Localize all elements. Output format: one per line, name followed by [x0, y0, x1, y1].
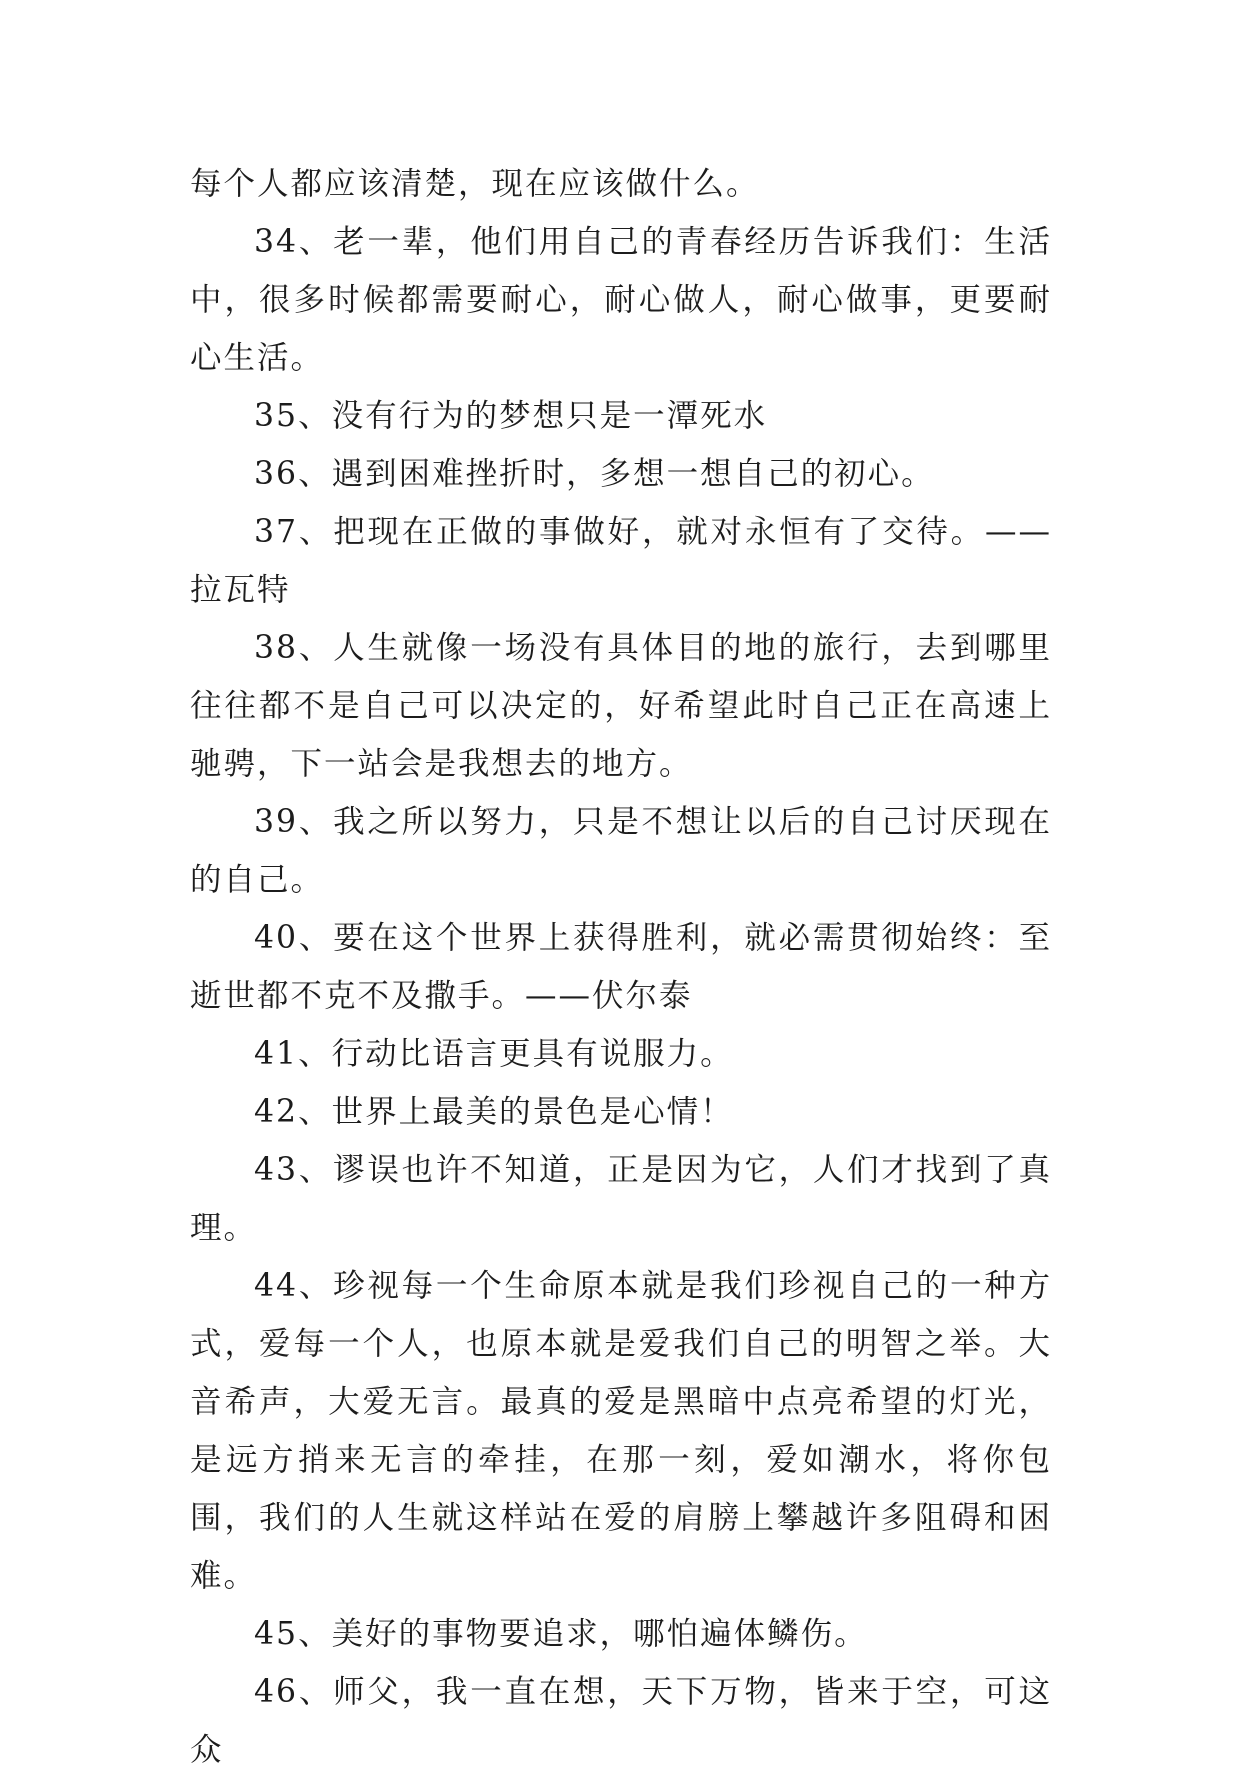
paragraph-37: 37、把现在正做的事做好，就对永恒有了交待。——拉瓦特: [190, 514, 1052, 608]
paragraph-43: 43、谬误也许不知道，正是因为它，人们才找到了真理。: [190, 1152, 1052, 1246]
paragraph-39: 39、我之所以努力，只是不想让以后的自己讨厌现在的自己。: [190, 804, 1052, 898]
document-body: [190, 155, 1052, 1779]
paragraph-34: 34、老一辈，他们用自己的青春经历告诉我们：生活中，很多时候都需要耐心，耐心做人，耐心做事，更要耐心生活。: [190, 224, 1052, 376]
paragraph-continuation: 每个人都应该清楚，现在应该做什么。: [190, 166, 760, 202]
paragraph-45: 45、美好的事物要追求，哪怕遍体鳞伤。: [254, 1616, 868, 1652]
paragraph-36: 36、遇到困难挫折时，多想一想自己的初心。: [254, 456, 935, 492]
paragraph-38: 38、人生就像一场没有具体目的地的旅行，去到哪里往往都不是自己可以决定的，好希望此时自己正在高速上驰骋，下一站会是我想去的地方。: [190, 630, 1052, 782]
paragraph-46: 46、师父，我一直在想，天下万物，皆来于空，可这众: [190, 1674, 1052, 1768]
paragraph-40: 40、要在这个世界上获得胜利，就必需贯彻始终：至逝世都不克不及撒手。——伏尔泰: [190, 920, 1052, 1014]
paragraph-35: 35、没有行为的梦想只是一潭死水: [254, 398, 768, 434]
paragraph-44: 44、珍视每一个生命原本就是我们珍视自己的一种方式，爱每一个人，也原本就是爱我们自己的明智之举。大音希声，大爱无言。最真的爱是黑暗中点亮希望的灯光，是远方捎来无言的牵挂，在那一刻，爱如潮水，将你包围，我们的人生就这样站在爱的肩膀上攀越许多阻碍和困难。: [190, 1268, 1052, 1594]
paragraph-41: 41、行动比语言更具有说服力。: [254, 1036, 734, 1072]
paragraph-42: 42、世界上最美的景色是心情！: [254, 1094, 734, 1130]
